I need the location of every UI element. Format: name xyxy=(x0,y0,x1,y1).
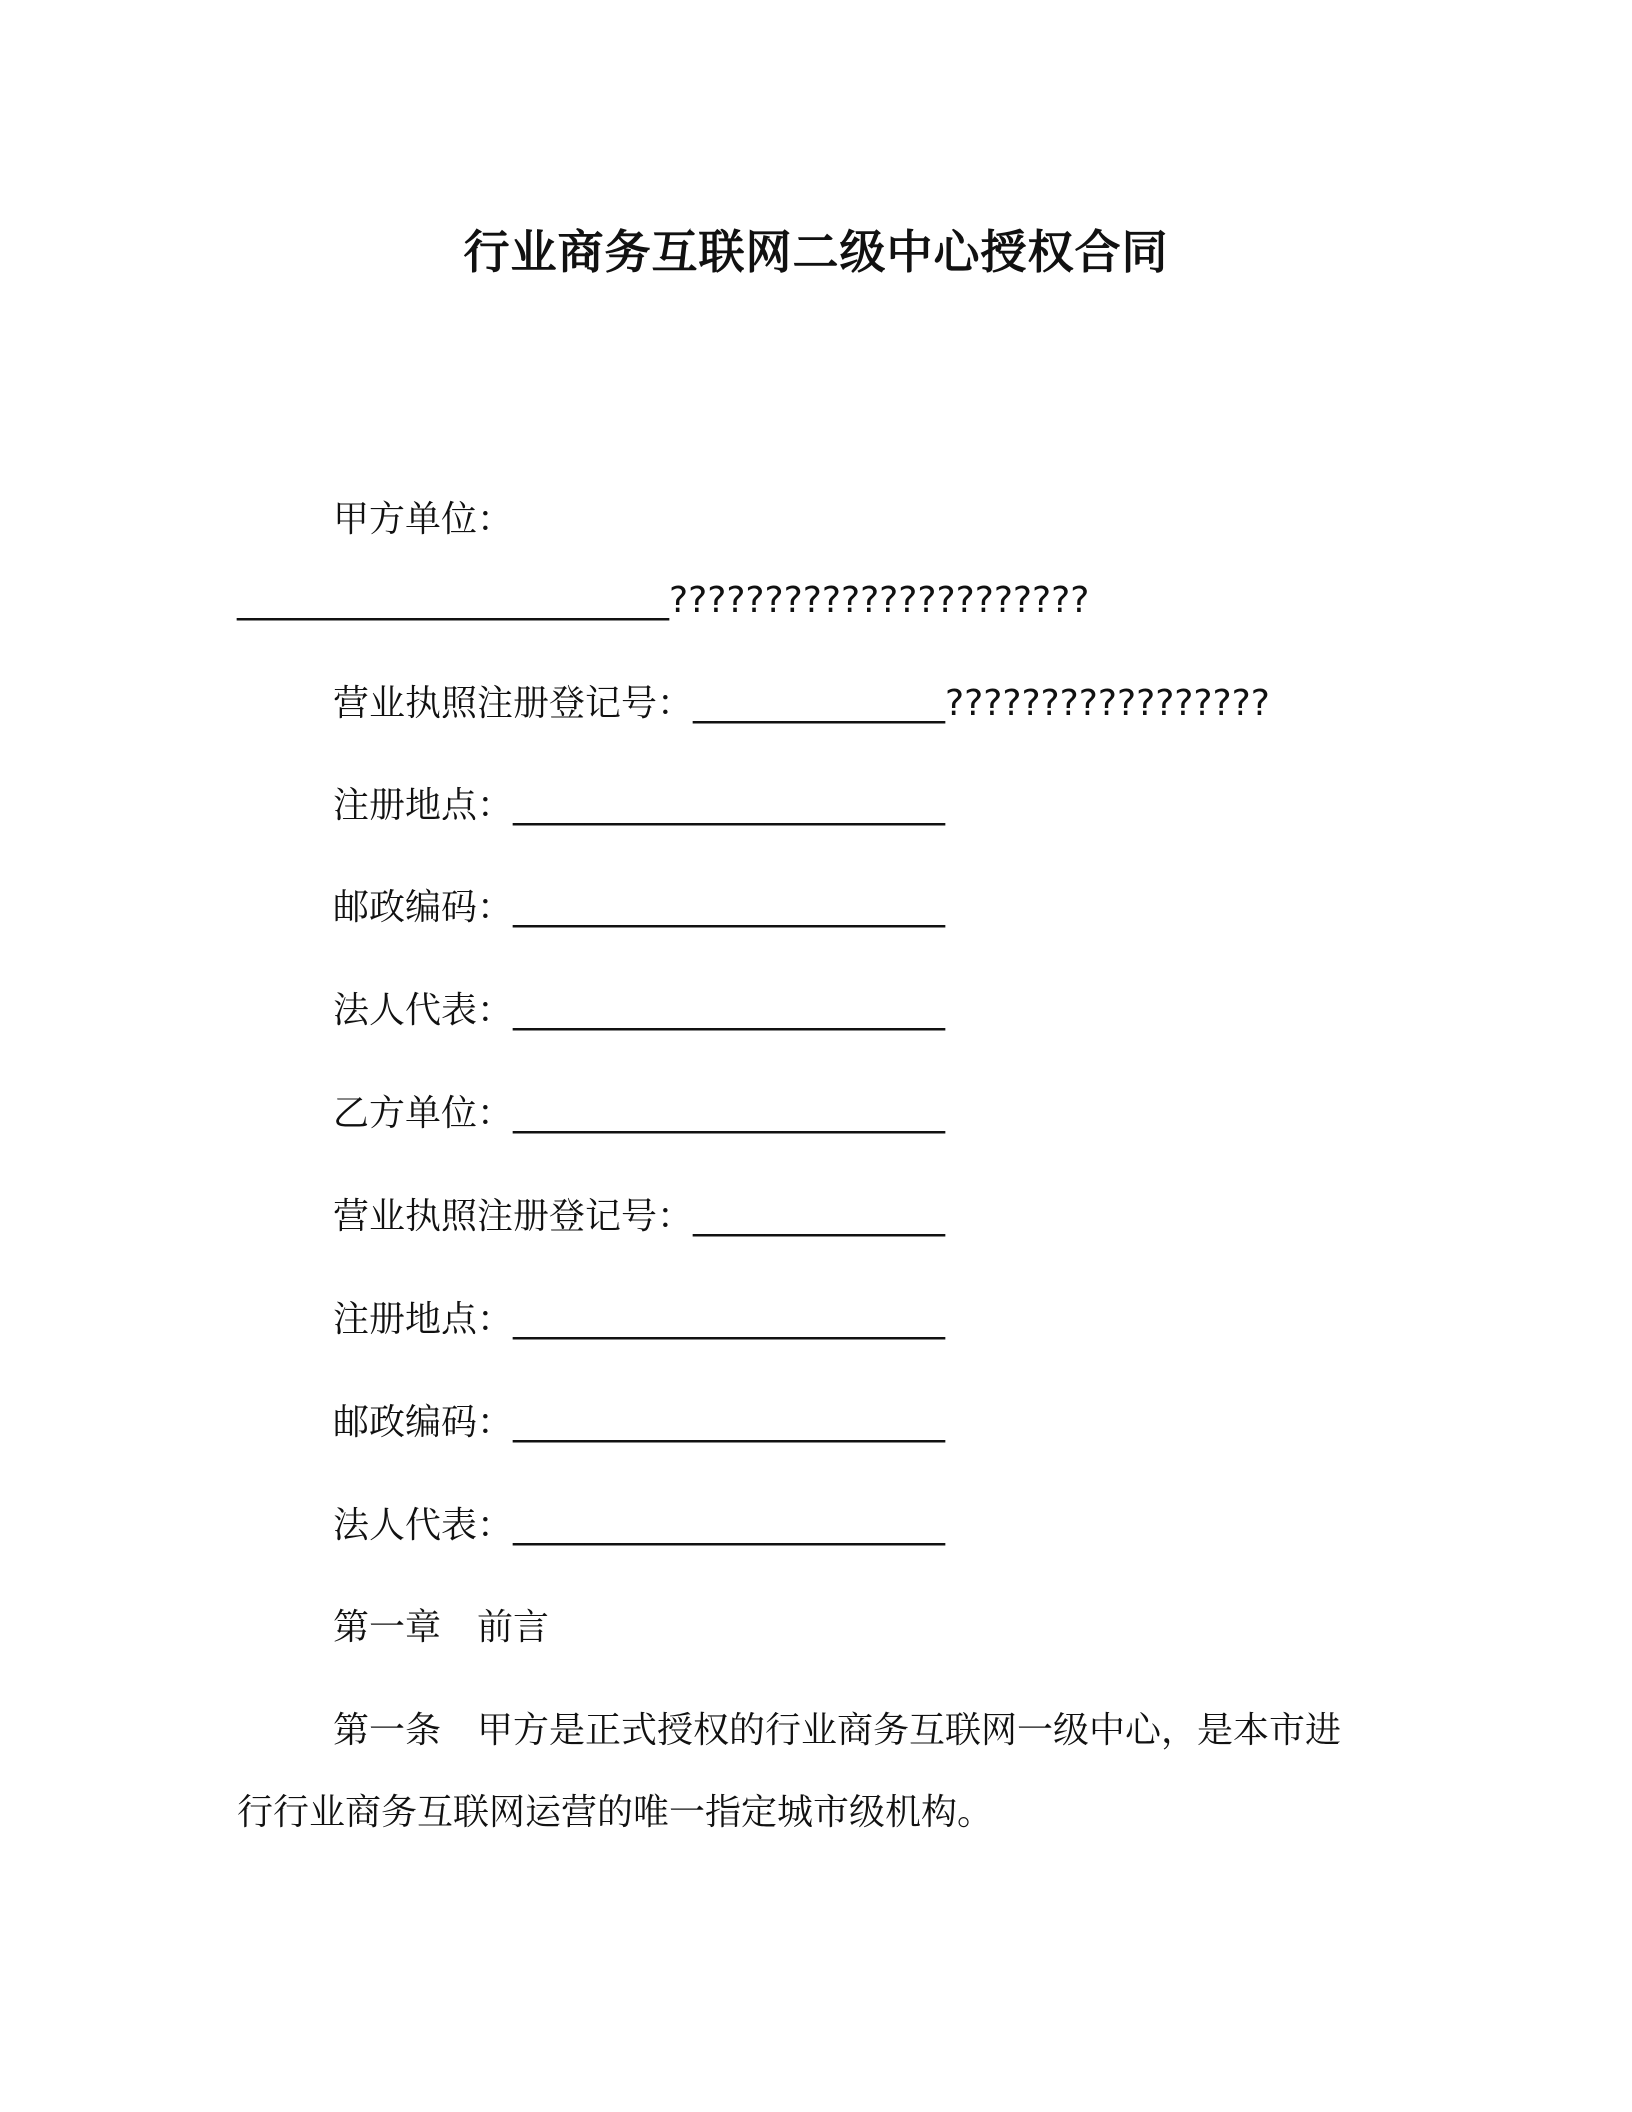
party-a-postcode-row xyxy=(333,884,945,932)
article-1-line-2: 行行业商务互联网运营的唯一指定城市级机构。 xyxy=(237,1792,994,1833)
party-b-legal-rep-row xyxy=(333,1502,945,1550)
party-a-unit-label xyxy=(333,496,513,544)
document-title: 行业商务互联网二级中心授权合同 xyxy=(463,225,1169,279)
article-1-line-1: 第一条 甲方是正式授权的行业商务互联网一级中心，是本市进 xyxy=(333,1710,1342,1751)
party-a-unit-fill: ?????????????????????? xyxy=(669,580,1090,621)
party-a-license-fill: ????????????????? xyxy=(945,683,1270,724)
chapter-1-heading: 第一章 前言 xyxy=(333,1607,550,1648)
party-a-license-row xyxy=(333,680,1270,728)
party-b-unit-row xyxy=(333,1090,945,1138)
party-b-postcode-row xyxy=(333,1399,945,1447)
party-a-address-blank: ________________________ xyxy=(513,785,946,826)
party-a-address-row xyxy=(333,782,945,830)
party-a-unit-field xyxy=(237,577,1089,625)
party-a-unit-label-text: 甲方单位： xyxy=(333,499,514,540)
party-a-postcode-label: 邮政编码： xyxy=(333,887,514,928)
party-b-address-label: 注册地点： xyxy=(333,1299,514,1340)
party-b-legal-rep-blank: ________________________ xyxy=(513,1505,946,1546)
party-b-license-row xyxy=(333,1193,945,1241)
party-b-legal-rep-label: 法人代表： xyxy=(333,1505,514,1546)
party-a-address-label: 注册地点： xyxy=(333,785,514,826)
party-b-address-row xyxy=(333,1296,945,1344)
party-b-license-blank: ______________ xyxy=(693,1196,946,1237)
party-a-license-label: 营业执照注册登记号： xyxy=(333,683,694,724)
party-a-postcode-blank: ________________________ xyxy=(513,887,946,928)
party-b-postcode-blank: ________________________ xyxy=(513,1402,946,1443)
party-b-unit-label: 乙方单位： xyxy=(333,1093,514,1134)
party-b-license-label: 营业执照注册登记号： xyxy=(333,1196,694,1237)
party-a-legal-rep-label: 法人代表： xyxy=(333,990,514,1031)
party-b-unit-blank: ________________________ xyxy=(513,1093,946,1134)
party-b-address-blank: ________________________ xyxy=(513,1299,946,1340)
party-a-legal-rep-row xyxy=(333,987,945,1035)
party-a-legal-rep-blank: ________________________ xyxy=(513,990,946,1031)
party-a-license-blank: ______________ xyxy=(693,683,946,724)
party-b-postcode-label: 邮政编码： xyxy=(333,1402,514,1443)
party-a-unit-blank: ________________________ xyxy=(237,580,669,621)
